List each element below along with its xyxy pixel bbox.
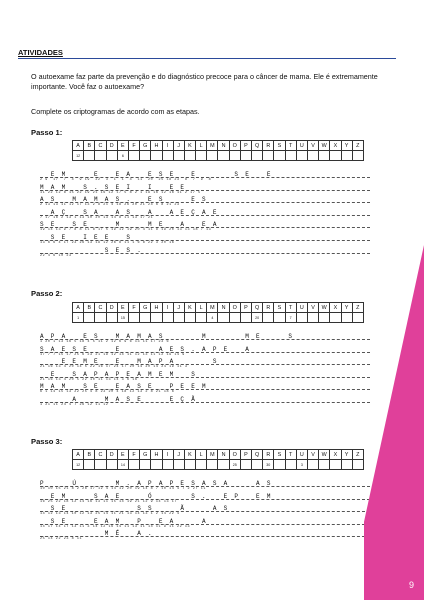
key-code-c[interactable] xyxy=(95,460,106,470)
cryptogram-letters: A P A E S M A M A S M M E S xyxy=(40,333,294,340)
key-letter-y: Y xyxy=(341,141,352,151)
key-letter-g: G xyxy=(140,141,151,151)
key-code-d[interactable] xyxy=(106,460,117,470)
cryptogram-codes: 25 14 22 23 8 11 xyxy=(40,537,83,542)
cryptogram-codes: 13 6 6 4 17 23 26 13 19 12 26 8 11 1 6 8 22 3 20 16 xyxy=(40,241,175,245)
key-code-c[interactable] xyxy=(95,151,106,161)
key-code-f[interactable] xyxy=(128,460,139,470)
key-code-r[interactable]: 30 xyxy=(263,460,274,470)
key-letter-t: T xyxy=(285,303,296,313)
key-letter-u: U xyxy=(296,141,307,151)
cryptogram-codes: 1 20 1 13 16 5 18 4 5 11 2 12 6 9 6 13 11 17 23 6 xyxy=(40,340,170,344)
key-letter-f: F xyxy=(128,303,139,313)
key-code-e[interactable]: 6 xyxy=(117,151,128,161)
key-letter-m: M xyxy=(207,303,218,313)
key-code-x[interactable] xyxy=(330,151,341,161)
key-letter-j: J xyxy=(173,450,184,460)
key-code-j[interactable] xyxy=(173,460,184,470)
key-letter-v: V xyxy=(307,450,318,460)
key-letter-a: A xyxy=(73,450,84,460)
key-code-w[interactable] xyxy=(319,460,330,470)
key-code-b[interactable] xyxy=(84,313,95,323)
cryptogram-codes: 21 16 13 4 20 14 5 22 16 17 24 17 20 14 20 14 24 19 11 3 xyxy=(40,365,188,370)
section-title: ATIVIDADES xyxy=(18,48,63,57)
key-code-s[interactable] xyxy=(274,460,285,470)
cryptogram-line[interactable] xyxy=(0,234,424,245)
key-letter-g: G xyxy=(140,303,151,313)
key-code-t[interactable] xyxy=(285,460,296,470)
key-letter-w: W xyxy=(319,450,330,460)
cryptogram-letters: E E M E E M A P A S xyxy=(40,358,219,366)
key-code-h[interactable] xyxy=(151,460,162,470)
instruction-text: Complete os criptogramas de acordo com as etapas. xyxy=(31,107,200,116)
key-letter-d: D xyxy=(106,141,117,151)
key-code-k[interactable] xyxy=(184,313,195,323)
cryptogram-line[interactable] xyxy=(0,383,424,394)
key-letter-q: Q xyxy=(252,450,263,460)
key-letter-e: E xyxy=(117,450,128,460)
key-code-m[interactable] xyxy=(207,151,218,161)
key-letter-q: Q xyxy=(252,141,263,151)
key-letter-f: F xyxy=(128,141,139,151)
key-code-f[interactable] xyxy=(128,313,139,323)
cryptogram-line[interactable] xyxy=(0,396,424,407)
key-letter-b: B xyxy=(84,303,95,313)
cryptogram-line[interactable] xyxy=(0,358,424,369)
key-code-i[interactable] xyxy=(162,313,173,323)
key-letter-a: A xyxy=(73,303,84,313)
key-code-z[interactable] xyxy=(352,313,363,323)
key-letter-y: Y xyxy=(341,303,352,313)
key-letter-n: N xyxy=(218,303,229,313)
key-code-y[interactable] xyxy=(341,313,352,323)
cryptogram-codes: 17 7 7 15 17 25 6 23 21 19 12 14 11 12 13 11 12 19 14 9 xyxy=(40,352,185,357)
key-letter-b: B xyxy=(84,141,95,151)
cryptogram-line[interactable] xyxy=(0,505,424,516)
key-letter-e: E xyxy=(117,141,128,151)
key-code-p[interactable] xyxy=(240,313,251,323)
key-letter-r: R xyxy=(263,141,274,151)
key-code-p[interactable] xyxy=(240,151,251,161)
key-code-x[interactable] xyxy=(330,313,341,323)
intro-paragraph: O autoexame faz parte da prevenção e do diagnóstico precoce para o câncer de mama. Ele é extremamente importante. Você faz o autoexame? xyxy=(31,72,378,91)
key-letter-o: O xyxy=(229,450,240,460)
key-code-l[interactable] xyxy=(196,151,207,161)
key-letter-g: G xyxy=(140,450,151,460)
key-code-m[interactable]: 4 xyxy=(207,313,218,323)
key-code-e[interactable]: 15 xyxy=(117,313,128,323)
cryptogram-codes: 16 25 22 18 12 14 16 13 11 15 14 19 21 12 9 14 13 17 xyxy=(40,499,178,504)
key-letter-o: O xyxy=(229,141,240,151)
key-letter-a: A xyxy=(73,141,84,151)
key-code-s[interactable] xyxy=(274,151,285,161)
cryptogram-letters: S E S . xyxy=(40,246,143,254)
key-letter-d: D xyxy=(106,303,117,313)
cryptogram-letters: A M A S E E Ç Ã xyxy=(40,396,197,403)
cryptogram-codes: 6 1 14 15 13 22 25 4 8 23 20 4 18 12 13 2 8 21 18 6 xyxy=(40,390,175,395)
key-letter-k: K xyxy=(184,141,195,151)
cryptogram-line[interactable] xyxy=(0,346,424,357)
key-code-a[interactable]: 12 xyxy=(73,151,84,161)
cryptogram-line[interactable] xyxy=(0,493,424,504)
key-letter-x: X xyxy=(330,450,341,460)
key-letter-s: S xyxy=(274,303,285,313)
key-code-u[interactable]: 3 xyxy=(296,460,307,470)
key-letter-l: L xyxy=(196,141,207,151)
key-letter-m: M xyxy=(207,450,218,460)
key-letter-i: I xyxy=(162,141,173,151)
key-letter-u: U xyxy=(296,450,307,460)
cryptogram-codes: 2 9 17 7 4 9 19 22 3 1 1 4 11 20 25 18 23 8 7 9 8 xyxy=(40,178,212,182)
key-letter-w: W xyxy=(319,303,330,313)
cryptogram-letters: M É A . xyxy=(40,530,154,538)
cryptogram-line[interactable] xyxy=(0,480,424,491)
step-1-cipher-key xyxy=(72,140,364,161)
cryptogram-codes: 21 16 13 4 20 5 22 10 11 13 14 3 6 16 xyxy=(40,377,138,382)
key-letter-j: J xyxy=(173,303,184,313)
key-code-g[interactable] xyxy=(140,151,151,161)
key-code-x[interactable] xyxy=(330,460,341,470)
key-code-i[interactable] xyxy=(162,151,173,161)
key-code-b[interactable] xyxy=(84,460,95,470)
key-code-d[interactable] xyxy=(106,313,117,323)
key-code-a[interactable]: 12 xyxy=(73,460,84,470)
key-code-h[interactable] xyxy=(151,151,162,161)
key-letter-i: I xyxy=(162,450,173,460)
key-code-b[interactable] xyxy=(84,151,95,161)
key-code-i[interactable] xyxy=(162,460,173,470)
key-code-e[interactable]: 14 xyxy=(117,460,128,470)
key-code-n[interactable] xyxy=(218,460,229,470)
key-code-l[interactable] xyxy=(196,460,207,470)
cryptogram-letters: A S M A M A S . E S E S xyxy=(40,196,208,204)
key-letter-p: P xyxy=(240,450,251,460)
key-code-u[interactable] xyxy=(296,313,307,323)
key-code-r[interactable] xyxy=(263,151,274,161)
key-letter-z: Z xyxy=(352,303,363,313)
key-letter-m: M xyxy=(207,141,218,151)
key-code-p[interactable] xyxy=(240,460,251,470)
key-letter-b: B xyxy=(84,450,95,460)
step-2-label: Passo 2: xyxy=(31,289,63,298)
cryptogram-codes: 19 14 13 9 7 8 8 11 8 17 5 19 12 19 20 4 11 8 19 20 13 13 18 7 13 xyxy=(40,228,212,233)
cryptogram-letters: E S A P A P E A M E M S xyxy=(40,370,197,378)
cryptogram-letters: S A E S E E A E S . A P E A xyxy=(40,345,251,353)
key-code-q[interactable]: 20 xyxy=(252,313,263,323)
key-code-u[interactable] xyxy=(296,151,307,161)
key-code-q[interactable] xyxy=(252,151,263,161)
cryptogram-codes: 2 13 13 11 12 17 13 2 8 21 4 18 26 20 21 24 6 8 21 23 xyxy=(40,203,180,208)
key-letter-l: L xyxy=(196,303,207,313)
key-letter-l: L xyxy=(196,450,207,460)
cryptogram-codes: 22 4 6 10 23 xyxy=(40,253,72,258)
key-letter-u: U xyxy=(296,303,307,313)
cryptogram-letters: S E S E M M E A E A xyxy=(40,221,219,229)
key-letter-t: T xyxy=(285,450,296,460)
key-code-g[interactable] xyxy=(140,313,151,323)
key-letter-h: H xyxy=(151,141,162,151)
key-code-o[interactable]: 25 xyxy=(229,460,240,470)
key-letter-n: N xyxy=(218,450,229,460)
cryptogram-letters: M A M S E E A S E P E E M xyxy=(40,383,208,391)
cryptogram-letters: E M S A E Ó S . E P E M xyxy=(40,492,273,500)
key-letter-z: Z xyxy=(352,141,363,151)
key-code-q[interactable] xyxy=(252,460,263,470)
cryptogram-line[interactable] xyxy=(0,209,424,220)
key-letter-x: X xyxy=(330,141,341,151)
key-letter-c: C xyxy=(95,141,106,151)
cryptogram-letters: S E S S Ã A S xyxy=(40,505,230,513)
cryptogram-codes: 14 17 14 17 13 11 3 14 12 16 14 11 13 11 14 11 9 11 22 13 xyxy=(40,524,191,529)
key-letter-r: R xyxy=(263,450,274,460)
step-2-cipher-key xyxy=(72,302,364,323)
step-1-label: Passo 1: xyxy=(31,128,63,137)
key-code-v[interactable] xyxy=(307,313,318,323)
key-code-z[interactable] xyxy=(352,460,363,470)
cryptogram-line[interactable] xyxy=(0,333,424,344)
key-letter-n: N xyxy=(218,141,229,151)
key-letter-c: C xyxy=(95,450,106,460)
cryptogram-codes: 14 12 13 14 10 12 13 25 14 11 21 13 14 13 1 2 14 22 4 xyxy=(40,512,180,517)
step-3-cipher-key xyxy=(72,449,364,470)
key-letter-x: X xyxy=(330,303,341,313)
key-letter-s: S xyxy=(274,141,285,151)
key-code-d[interactable] xyxy=(106,151,117,161)
key-code-v[interactable] xyxy=(307,151,318,161)
key-code-y[interactable] xyxy=(341,151,352,161)
cryptogram-line[interactable] xyxy=(0,196,424,207)
key-code-f[interactable] xyxy=(128,151,139,161)
page-number: 9 xyxy=(408,580,414,590)
key-letter-k: K xyxy=(184,450,195,460)
key-code-l[interactable] xyxy=(196,313,207,323)
decorative-magenta-shape xyxy=(364,245,424,600)
key-code-k[interactable] xyxy=(184,460,195,470)
key-letter-h: H xyxy=(151,450,162,460)
cryptogram-codes: 1 21 11 24 4 7 26 12 11 12 xyxy=(40,403,109,407)
cryptogram-letters: P Ú M . A P A P E S A S A A S xyxy=(40,480,273,487)
key-letter-p: P xyxy=(240,303,251,313)
key-letter-t: T xyxy=(285,141,296,151)
cryptogram-letters: A Ç S A A S A A E Ç A E xyxy=(40,208,219,216)
cryptogram-line[interactable] xyxy=(0,184,424,195)
cryptogram-codes: 10 10 15 21 8 2 26 17 12 4 14 12 20 19 14 8 7 10 14 4 7 2 27 11 xyxy=(40,487,206,491)
key-letter-q: Q xyxy=(252,303,263,313)
key-letter-z: Z xyxy=(352,450,363,460)
key-code-g[interactable] xyxy=(140,460,151,470)
key-letter-y: Y xyxy=(341,450,352,460)
cryptogram-line[interactable] xyxy=(0,171,424,182)
key-code-h[interactable] xyxy=(151,313,162,323)
key-code-w[interactable] xyxy=(319,313,330,323)
key-letter-k: K xyxy=(184,303,195,313)
key-code-t[interactable] xyxy=(285,151,296,161)
step-3-label: Passo 3: xyxy=(31,437,63,446)
cryptogram-codes: 7 17 18 2 13 1 13 10 20 13 14 8 11 13 17 21 xyxy=(40,215,154,220)
key-code-j[interactable] xyxy=(173,313,184,323)
cryptogram-letters: M A M S . S E I I E E xyxy=(40,183,186,191)
key-code-t[interactable]: 7 xyxy=(285,313,296,323)
key-letter-f: F xyxy=(128,450,139,460)
cryptogram-line[interactable] xyxy=(0,221,424,232)
key-code-v[interactable] xyxy=(307,460,318,470)
key-code-j[interactable] xyxy=(173,151,184,161)
key-letter-c: C xyxy=(95,303,106,313)
key-letter-s: S xyxy=(274,450,285,460)
cryptogram-line[interactable] xyxy=(0,530,424,541)
cryptogram-codes: 11 22 12 8 15 22 19 21 16 12 17 5 8 2 1 19 16 12 16 11 2 17 5 xyxy=(40,190,201,195)
cryptogram-letters: S E E A M P E A A xyxy=(40,517,208,525)
key-code-m[interactable] xyxy=(207,460,218,470)
key-letter-j: J xyxy=(173,141,184,151)
key-code-n[interactable] xyxy=(218,313,229,323)
key-code-k[interactable] xyxy=(184,151,195,161)
key-code-n[interactable] xyxy=(218,151,229,161)
key-code-o[interactable] xyxy=(229,313,240,323)
key-letter-h: H xyxy=(151,303,162,313)
key-letter-i: I xyxy=(162,303,173,313)
key-letter-r: R xyxy=(263,303,274,313)
key-letter-d: D xyxy=(106,450,117,460)
key-code-y[interactable] xyxy=(341,460,352,470)
key-code-o[interactable] xyxy=(229,151,240,161)
key-code-r[interactable] xyxy=(263,313,274,323)
key-letter-v: V xyxy=(307,141,318,151)
cryptogram-line[interactable] xyxy=(0,247,424,258)
key-letter-p: P xyxy=(240,141,251,151)
key-letter-v: V xyxy=(307,303,318,313)
cryptogram-line[interactable] xyxy=(0,371,424,382)
key-code-z[interactable] xyxy=(352,151,363,161)
key-letter-w: W xyxy=(319,141,330,151)
key-code-s[interactable] xyxy=(274,313,285,323)
key-code-c[interactable] xyxy=(95,313,106,323)
cryptogram-line[interactable] xyxy=(0,518,424,529)
section-rule xyxy=(18,58,396,59)
key-code-a[interactable]: 1 xyxy=(73,313,84,323)
key-letter-e: E xyxy=(117,303,128,313)
cryptogram-letters: E M E E A E S E E S E E xyxy=(40,171,273,178)
cryptogram-letters: S E I E E S xyxy=(40,234,132,241)
key-code-w[interactable] xyxy=(319,151,330,161)
key-letter-o: O xyxy=(229,303,240,313)
